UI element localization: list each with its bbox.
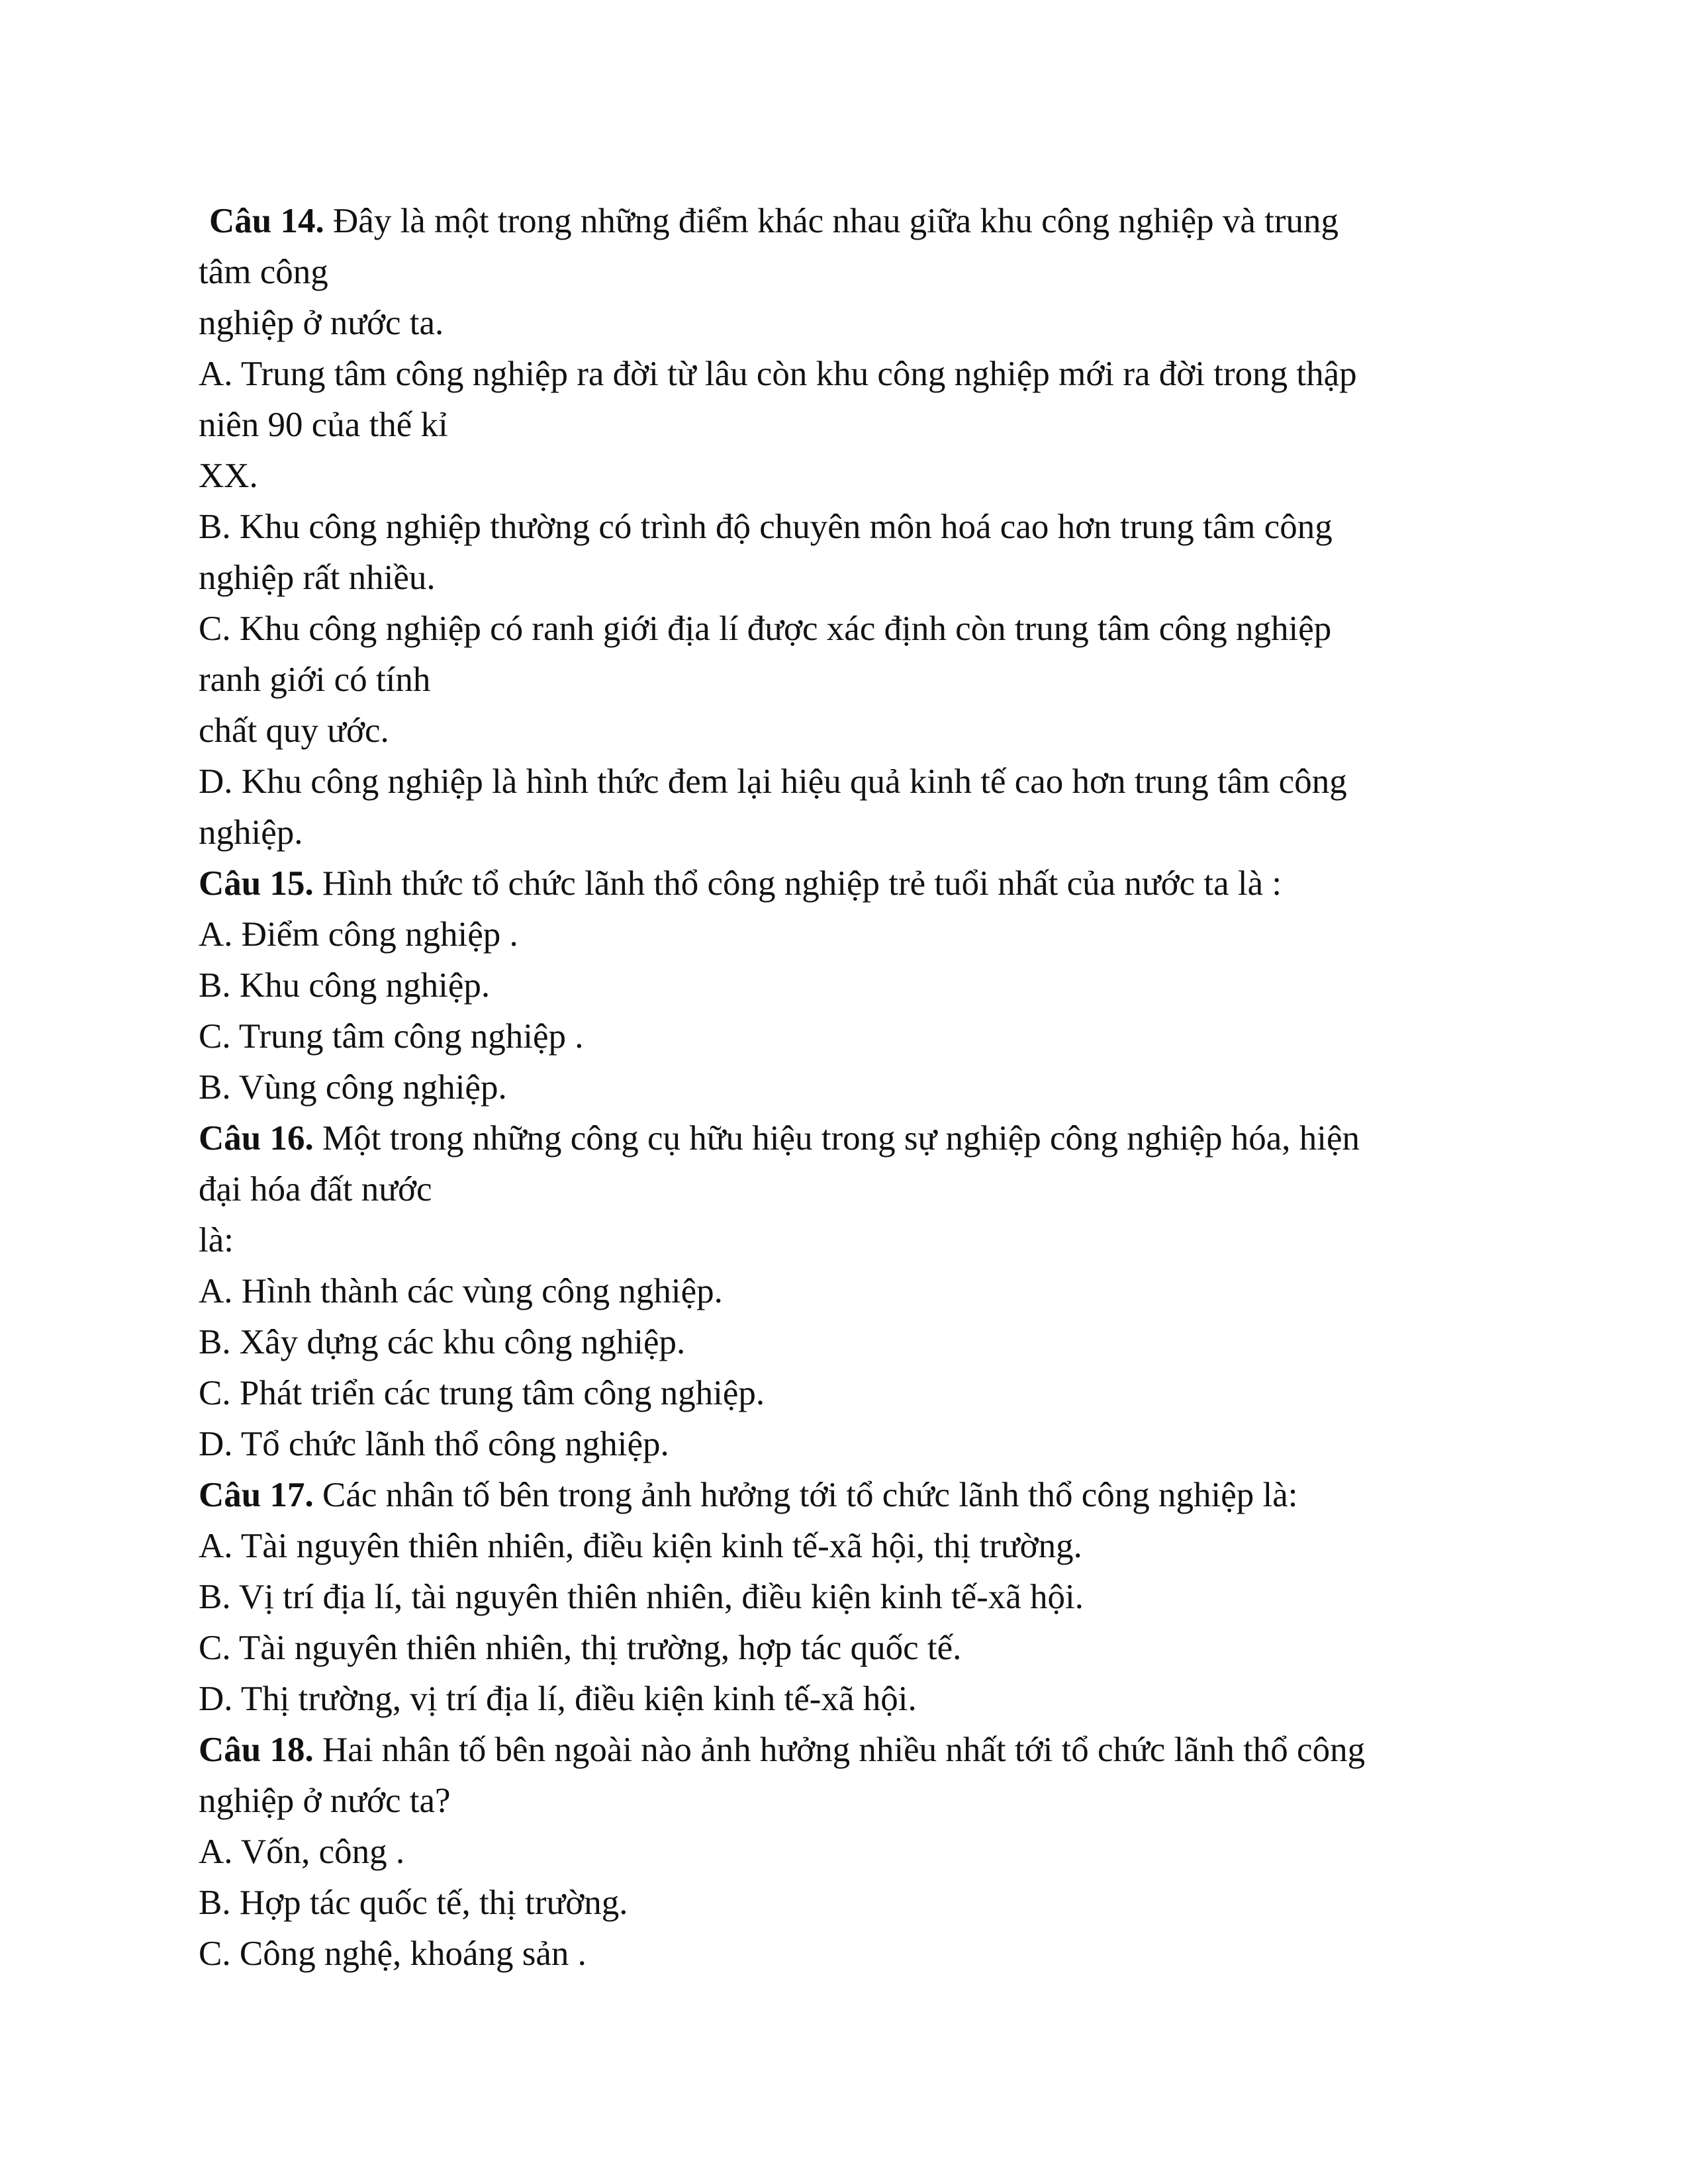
option-a-line: A. Vốn, công . bbox=[199, 1833, 405, 1871]
question-number: Câu 18. bbox=[199, 1731, 314, 1769]
option-a-line: A. Điểm công nghiệp . bbox=[199, 915, 518, 954]
option-c-line: C. Tài nguyên thiên nhiên, thị trường, hợp tác quốc tế. bbox=[199, 1629, 962, 1667]
question-18 bbox=[199, 1725, 1509, 1979]
option-b-line: nghiệp rất nhiều. bbox=[199, 559, 436, 597]
document-body bbox=[199, 196, 1509, 1979]
option-c-line: ranh giới có tính bbox=[199, 660, 431, 699]
question-17 bbox=[199, 1470, 1509, 1725]
question-stem-line bbox=[199, 858, 1509, 909]
option-a-line: A. Hình thành các vùng công nghiệp. bbox=[199, 1272, 723, 1310]
option-b-line: B. Hợp tác quốc tế, thị trường. bbox=[199, 1884, 628, 1922]
question-stem-line: là: bbox=[199, 1221, 234, 1259]
option-c-line: C. Khu công nghiệp có ranh giới địa lí được xác định còn trung tâm công nghiệp bbox=[199, 610, 1332, 648]
option-b-line: B. Khu công nghiệp thường có trình độ chuyên môn hoá cao hơn trung tâm công bbox=[199, 508, 1333, 546]
question-14 bbox=[199, 196, 1509, 858]
question-15 bbox=[199, 858, 1509, 1113]
question-stem-text: Các nhân tố bên trong ảnh hưởng tới tổ chức lãnh thổ công nghiệp là: bbox=[313, 1476, 1298, 1514]
option-d-line: D. Tổ chức lãnh thổ công nghiệp. bbox=[199, 1425, 669, 1463]
option-b-line: B. Xây dựng các khu công nghiệp. bbox=[199, 1323, 686, 1361]
question-stem-line bbox=[199, 1113, 1509, 1164]
question-number: Câu 15. bbox=[199, 864, 314, 903]
question-stem-line: đại hóa đất nước bbox=[199, 1170, 432, 1208]
option-a-line: niên 90 của thế kỉ bbox=[199, 406, 448, 444]
option-d-line: nghiệp. bbox=[199, 813, 303, 852]
option-c-line: C. Trung tâm công nghiệp . bbox=[199, 1017, 584, 1056]
question-stem-line: tâm công bbox=[199, 253, 328, 291]
question-stem-line: nghiệp ở nước ta? bbox=[199, 1782, 451, 1820]
option-a-line: A. Trung tâm công nghiệp ra đời từ lâu còn khu công nghiệp mới ra đời trong thập bbox=[199, 355, 1357, 393]
option-d-line: B. Vùng công nghiệp. bbox=[199, 1068, 507, 1107]
option-d-line: D. Khu công nghiệp là hình thức đem lại hiệu quả kinh tế cao hơn trung tâm công bbox=[199, 762, 1347, 801]
question-stem-text: Một trong những công cụ hữu hiệu trong sự nghiệp công nghiệp hóa, hiện bbox=[313, 1119, 1360, 1158]
question-stem-text: Hình thức tổ chức lãnh thổ công nghiệp trẻ tuổi nhất của nước ta là : bbox=[313, 864, 1282, 903]
question-stem-text: Hai nhân tố bên ngoài nào ảnh hưởng nhiều nhất tới tổ chức lãnh thổ công bbox=[313, 1731, 1366, 1769]
option-b-line: B. Khu công nghiệp. bbox=[199, 966, 491, 1005]
question-stem-line bbox=[199, 1725, 1509, 1776]
option-d-line: D. Thị trường, vị trí địa lí, điều kiện kinh tế-xã hội. bbox=[199, 1680, 917, 1718]
option-a-line: A. Tài nguyên thiên nhiên, điều kiện kinh tế-xã hội, thị trường. bbox=[199, 1527, 1082, 1565]
option-b-line: B. Vị trí địa lí, tài nguyên thiên nhiên, điều kiện kinh tế-xã hội. bbox=[199, 1578, 1084, 1616]
question-stem-text: Đây là một trong những điểm khác nhau giữa khu công nghiệp và trung bbox=[324, 202, 1339, 240]
option-c-line: C. Công nghệ, khoáng sản . bbox=[199, 1934, 586, 1973]
question-16 bbox=[199, 1113, 1509, 1470]
option-a-line: XX. bbox=[199, 457, 258, 495]
question-number: Câu 14. bbox=[209, 202, 324, 240]
option-c-line: C. Phát triển các trung tâm công nghiệp. bbox=[199, 1374, 765, 1412]
question-stem-line: nghiệp ở nước ta. bbox=[199, 304, 444, 342]
question-stem-line bbox=[199, 1470, 1509, 1521]
option-c-line: chất quy ước. bbox=[199, 711, 389, 750]
question-stem-line bbox=[199, 196, 1509, 247]
question-number: Câu 17. bbox=[199, 1476, 314, 1514]
question-number: Câu 16. bbox=[199, 1119, 314, 1158]
